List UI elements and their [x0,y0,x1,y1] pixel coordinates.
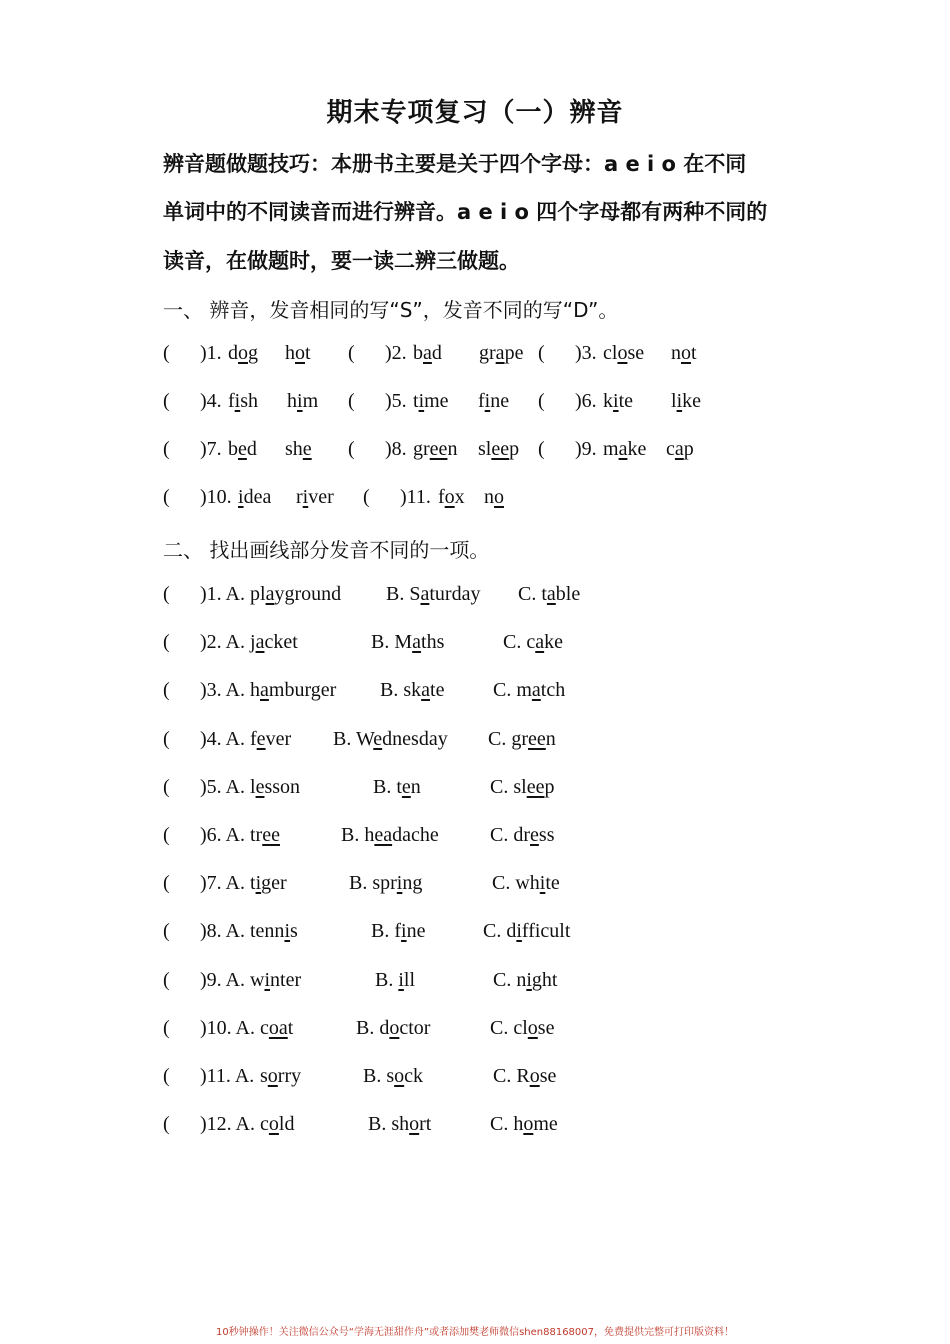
answer-blank-open: ( [163,1113,170,1135]
word-a: close [603,342,645,364]
option-a-cell [260,1113,294,1136]
word-a-cell [228,438,257,461]
word-b-cell [484,486,504,509]
word-b-cell [285,438,312,461]
word-a: kite [603,390,633,412]
underlined-letters: o [494,486,504,508]
option-b-cell [371,631,444,654]
intro-line-3: 读音，在做题时，要一读二辨三做题。 [163,249,520,273]
answer-blank-open: ( [348,438,355,460]
question-number: )11. [400,486,431,508]
option-c-label: C. [490,776,514,798]
option-a-word: winter [250,969,302,991]
footer-note: 10秒钟操作！关注微信公众号“学海无涯甜作舟”或者添加樊老师微信shen88168007，免费提供完整可打印版资料！ [215,1327,735,1338]
option-c-label: C. [490,1017,514,1039]
option-b-word: skate [403,679,445,701]
section-2-item [163,776,803,806]
answer-blank-open: ( [163,342,170,364]
option-a-word: cold [260,1113,295,1135]
option-b-label: B. [368,1113,392,1135]
underlined-letters: a [495,342,505,364]
option-a-word: tennis [250,920,298,942]
option-b-cell [373,776,421,799]
word-a-cell [413,438,457,461]
underlined-letters: ee [262,824,280,846]
answer-blank-open: ( [163,872,170,894]
underlined-letters: o [617,342,628,364]
option-b-word: Maths [394,631,445,653]
page-title: 期末专项复习（一）辨音 [326,98,624,128]
underlined-letters: e [238,438,247,460]
intro-line-2: 单词中的不同读音而进行辨音。a e i o 四个字母都有两种不同的 [163,200,768,224]
option-b-word: ten [396,776,421,798]
answer-blank-open: ( [538,342,545,364]
underlined-letters: i [401,920,407,942]
option-a-word: tree [250,824,280,846]
underlined-letters: ee [528,728,546,750]
word-a-cell [438,486,465,509]
underlined-letters: ee [429,438,448,460]
option-a-word: coat [260,1017,294,1039]
option-c-word: night [516,969,558,991]
option-c-cell [493,969,557,992]
word-b: no [484,486,504,508]
underlined-letters: a [531,679,541,701]
option-a-cell [250,920,298,943]
option-b-cell [349,872,422,895]
underlined-letters: o [268,1113,279,1135]
section-2-item [163,1065,803,1095]
option-c-label: C. [492,872,516,894]
option-b-label: B. [373,776,397,798]
question-number: )2. A. [200,631,245,653]
intro-line-1: 辨音题做题技巧：本册书主要是关于四个字母：a e i o 在不同 [163,152,747,176]
option-c-cell [488,728,556,751]
option-a-word: tiger [250,872,287,894]
underlined-letters: o [238,342,248,364]
option-c-cell [490,1113,558,1136]
underlined-letters: o [389,1017,400,1039]
answer-blank-open: ( [538,390,545,412]
option-b-word: fine [394,920,426,942]
underlined-letters: e [255,776,265,798]
question-number: )6. A. [200,824,245,846]
option-c-label: C. [488,728,512,750]
underlined-letters: a [618,438,628,460]
option-b-word: doctor [379,1017,431,1039]
option-a-cell [260,1065,301,1088]
answer-blank-open: ( [163,776,170,798]
word-a: fish [228,390,259,412]
question-number: )3. A. [200,679,245,701]
option-b-word: headache [364,824,439,846]
option-c-label: C. [493,1065,517,1087]
question-number: )8. A. [200,920,245,942]
question-number: )12. A. [200,1113,255,1135]
option-c-word: close [513,1017,555,1039]
option-a-cell [250,824,280,847]
question-number: )9. [575,438,597,460]
section-1-row [163,438,803,468]
option-a-word: sorry [260,1065,302,1087]
underlined-letters: i [484,390,491,412]
word-b-cell [478,390,509,413]
underlined-letters: i [539,872,546,894]
option-c-word: green [511,728,556,750]
answer-blank-open: ( [163,1017,170,1039]
option-c-cell [483,920,570,943]
answer-blank-open: ( [348,342,355,364]
underlined-letters: a [265,583,275,605]
option-c-cell [490,776,554,799]
option-c-cell [493,679,565,702]
underlined-letters: i [238,486,244,508]
option-b-cell [363,1065,423,1088]
word-a: time [413,390,449,412]
underlined-letters: e [373,728,383,750]
underlined-letters: e [256,728,266,750]
answer-blank-open: ( [538,438,545,460]
underlined-letters: e [401,776,411,798]
underlined-letters: i [526,969,532,991]
option-c-cell [493,1065,556,1088]
option-c-label: C. [518,583,542,605]
section-1-row [163,390,803,420]
option-c-cell [490,824,554,847]
section-1-heading: 一、 辨音，发音相同的写“S”，发音不同的写“D”。 [163,298,619,322]
option-b-cell [333,728,448,751]
underlined-letters: i [398,969,404,991]
option-c-label: C. [490,1113,514,1135]
option-c-cell [492,872,560,895]
option-a-word: hamburger [250,679,337,701]
word-a: idea [238,486,272,508]
question-number: )11. A. [200,1065,255,1087]
option-c-cell [503,631,563,654]
word-a: green [413,438,458,460]
section-1-row [163,342,803,372]
answer-blank-open: ( [163,583,170,605]
word-b-cell [479,342,523,365]
option-b-word: spring [372,872,423,894]
underlined-letters: i [302,486,309,508]
question-number: )10. [200,486,232,508]
word-a: fox [438,486,465,508]
answer-blank-open: ( [163,631,170,653]
section-2-item [163,583,803,613]
answer-blank-open: ( [163,390,170,412]
underlined-letters: ee [491,438,510,460]
underlined-letters: i [676,390,683,412]
option-b-label: B. [371,631,395,653]
word-b: river [296,486,334,508]
answer-blank-open: ( [163,824,170,846]
section-1-row [163,486,803,516]
underlined-letters: o [267,1065,278,1087]
answer-blank-open: ( [163,486,170,508]
underlined-letters: o [295,342,305,364]
option-a-cell [250,969,301,992]
word-a-cell [413,342,442,365]
option-c-word: match [516,679,566,701]
section-2-item [163,920,803,950]
option-b-cell [386,583,480,606]
option-c-cell [518,583,580,606]
option-c-label: C. [503,631,527,653]
word-b: not [671,342,697,364]
section-2-item [163,872,803,902]
word-b-cell [671,390,701,413]
option-c-word: table [541,583,581,605]
underlined-letters: a [674,438,684,460]
option-b-word: Wednesday [355,728,448,750]
question-number: )1. [200,342,222,364]
question-number: )7. [200,438,222,460]
word-a-cell [228,390,258,413]
word-a: bad [413,342,442,364]
option-b-label: B. [349,872,373,894]
word-a: make [603,438,647,460]
question-number: )8. [385,438,407,460]
option-a-cell [250,679,336,702]
question-number: )5. A. [200,776,245,798]
word-a-cell [413,390,449,413]
option-b-cell [371,920,425,943]
option-c-word: difficult [506,920,571,942]
word-a-cell [238,486,271,509]
underlined-letters: i [255,872,262,894]
question-number: )1. A. [200,583,245,605]
underlined-letters: ea [374,824,393,846]
underlined-letters: i [284,920,290,942]
option-c-label: C. [483,920,507,942]
option-b-label: B. [356,1017,380,1039]
underlined-letters: o [681,342,691,364]
word-b-cell [287,390,318,413]
option-a-word: fever [250,728,292,750]
word-a-cell [603,438,646,461]
option-b-cell [341,824,439,847]
word-b: she [285,438,312,460]
underlined-letters: i [234,390,241,412]
question-number: )7. A. [200,872,245,894]
question-number: )3. [575,342,597,364]
word-b: cap [666,438,694,460]
word-a-cell [603,342,644,365]
word-b: grape [479,342,524,364]
section-2-item [163,1017,803,1047]
underlined-letters: i [613,390,619,412]
underlined-letters: o [444,486,455,508]
word-b: sleep [478,438,520,460]
question-number: )10. A. [200,1017,255,1039]
word-b: hot [285,342,311,364]
answer-blank-open: ( [163,438,170,460]
underlined-letters: a [260,679,269,701]
underlined-letters: a [535,631,545,653]
section-2-item [163,679,803,709]
underlined-letters: a [546,583,556,605]
option-b-cell [368,1113,431,1136]
word-b: fine [478,390,510,412]
option-c-word: white [515,872,560,894]
word-b-cell [478,438,519,461]
answer-blank-open: ( [163,728,170,750]
word-b-cell [285,342,311,365]
underlined-letters: a [421,679,431,701]
word-b: like [671,390,702,412]
question-number: )9. A. [200,969,245,991]
option-a-cell [250,631,298,654]
option-b-cell [375,969,415,992]
option-c-label: C. [493,969,517,991]
option-b-label: B. [375,969,399,991]
underlined-letters: o [523,1113,534,1135]
word-b: him [287,390,319,412]
option-c-word: cake [526,631,564,653]
option-a-cell [250,728,291,751]
option-b-cell [356,1017,430,1040]
underlined-letters: o [409,1113,420,1135]
option-b-label: B. [371,920,395,942]
option-b-label: B. [341,824,365,846]
underlined-letters: a [412,631,422,653]
question-number: )4. A. [200,728,245,750]
underlined-letters: i [418,390,425,412]
word-b-cell [671,342,697,365]
underlined-letters: o [394,1065,405,1087]
section-2-item [163,1113,803,1143]
option-c-word: dress [513,824,555,846]
section-2-heading: 二、 找出画线部分发音不同的一项。 [163,538,490,562]
option-b-word: ill [398,969,416,991]
question-number: )4. [200,390,222,412]
underlined-letters: ee [526,776,545,798]
option-c-word: sleep [513,776,555,798]
underlined-letters: i [297,390,303,412]
option-b-word: sock [386,1065,424,1087]
underlined-letters: a [255,631,265,653]
question-number: )6. [575,390,597,412]
option-a-cell [250,872,287,895]
underlined-letters: i [264,969,271,991]
option-a-cell [250,776,300,799]
option-b-label: B. [386,583,410,605]
answer-blank-open: ( [348,390,355,412]
word-a-cell [228,342,258,365]
option-c-label: C. [493,679,517,701]
option-a-word: lesson [250,776,301,798]
option-b-word: short [391,1113,432,1135]
underlined-letters: a [423,342,432,364]
answer-blank-open: ( [163,920,170,942]
underlined-letters: e [302,438,312,460]
question-number: )5. [385,390,407,412]
underlined-letters: o [529,1065,540,1087]
option-c-word: Rose [516,1065,557,1087]
option-c-label: C. [490,824,514,846]
answer-blank-open: ( [163,1065,170,1087]
underlined-letters: e [530,824,539,846]
word-b-cell [666,438,694,461]
option-b-word: Saturday [409,583,481,605]
underlined-letters: a [420,583,430,605]
question-number: )2. [385,342,407,364]
option-c-word: home [513,1113,558,1135]
option-b-label: B. [380,679,404,701]
underlined-letters: i [516,920,522,942]
word-b-cell [296,486,334,509]
word-a-cell [603,390,633,413]
section-2-item [163,631,803,661]
option-a-cell [260,1017,293,1040]
underlined-letters: i [396,872,403,894]
underlined-letters: o [527,1017,538,1039]
section-2-item [163,824,803,854]
underlined-letters: oa [268,1017,288,1039]
option-b-cell [380,679,444,702]
word-a: bed [228,438,257,460]
answer-blank-open: ( [363,486,370,508]
option-a-word: jacket [250,631,298,653]
option-a-word: playground [250,583,342,605]
section-2-item [163,969,803,999]
section-2-item [163,728,803,758]
option-b-label: B. [363,1065,387,1087]
option-a-cell [250,583,341,606]
word-a: dog [228,342,258,364]
answer-blank-open: ( [163,679,170,701]
option-b-label: B. [333,728,356,750]
answer-blank-open: ( [163,969,170,991]
option-c-cell [490,1017,554,1040]
